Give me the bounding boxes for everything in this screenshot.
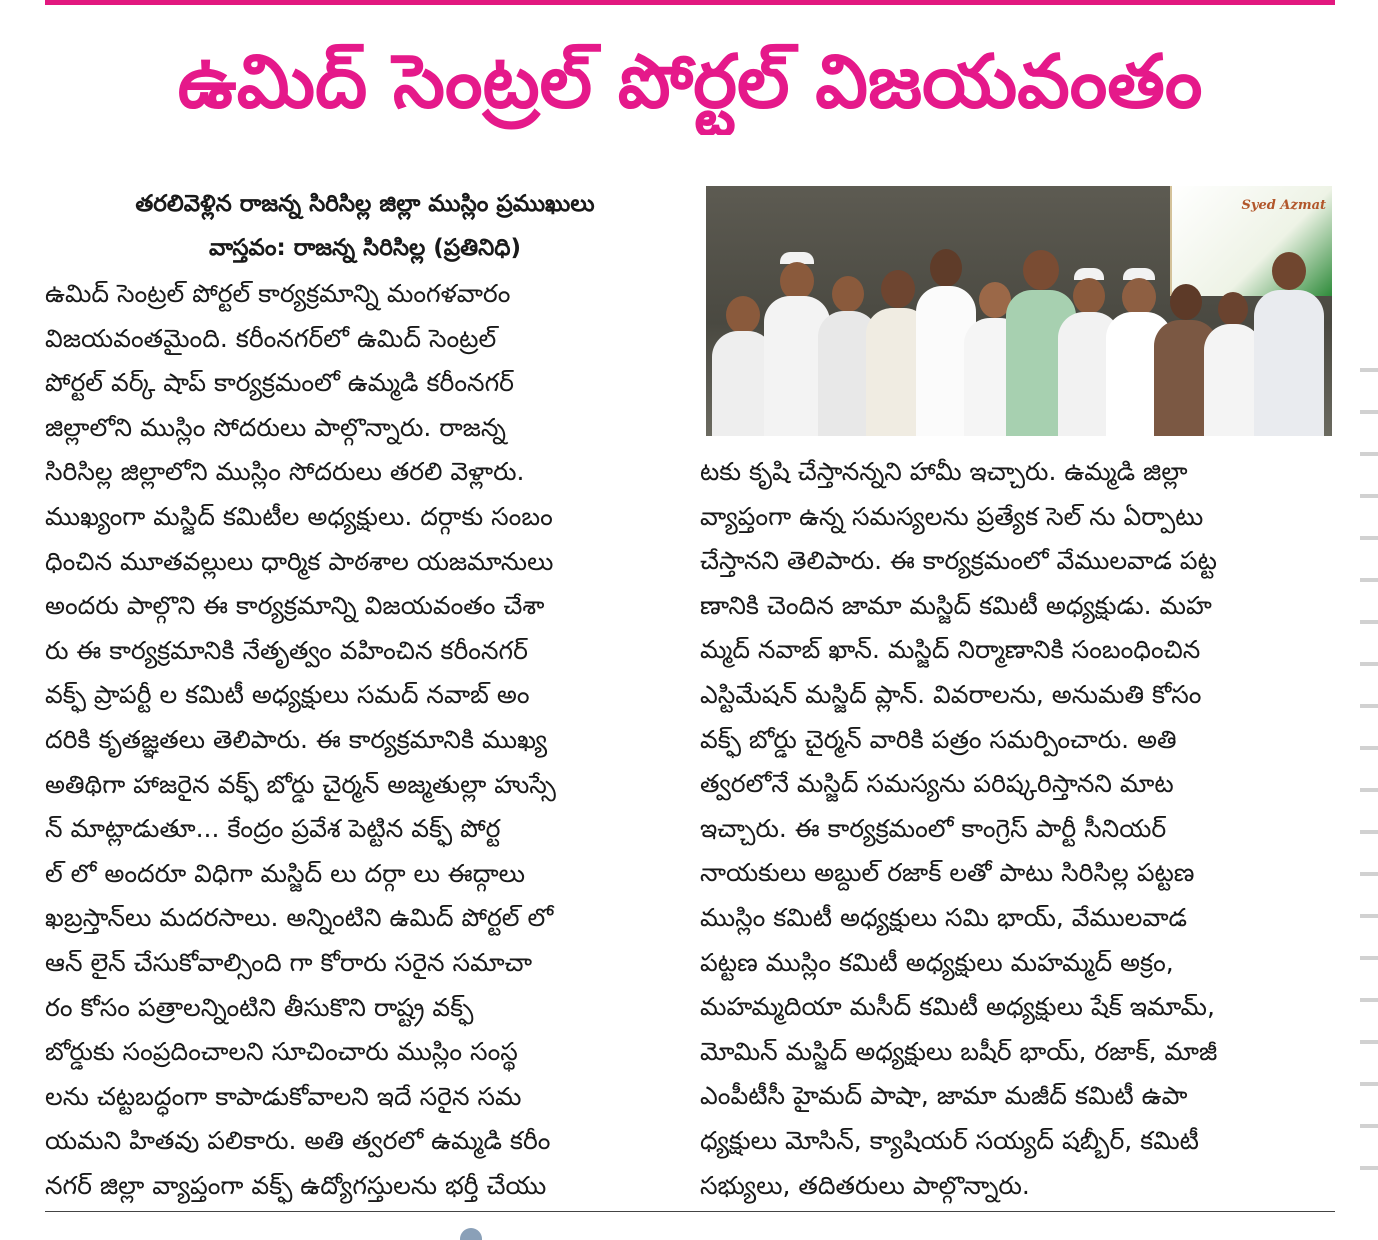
text-line: ధించిన మూతవల్లులు ధార్మిక పాఠశాల యజమానులు bbox=[45, 546, 554, 576]
text-line: మహమ్మదియా మసీద్ కమిటీ అధ్యక్షులు షేక్ ఇమామ్, bbox=[700, 992, 1215, 1022]
article-column-right bbox=[700, 450, 1340, 1208]
article-column-left bbox=[45, 272, 685, 1208]
text-line: పట్టణ ముస్లిం కమిటీ అధ్యక్షులు మహమ్మద్ అక్రం, bbox=[700, 947, 1174, 977]
text-line: న్ మాట్లాడుతూ... కేంద్రం ప్రవేశ పెట్టిన వక్ఫ్ పోర్ట bbox=[45, 814, 501, 844]
text-line: సిరిసిల్ల జిల్లాలోని ముస్లిం సోదరులు తరలి వెళ్లారు. bbox=[45, 457, 525, 487]
text-line: అందరు పాల్గొని ఈ కార్యక్రమాన్ని విజయవంతం చేశా bbox=[45, 591, 545, 621]
text-line: రు ఈ కార్యక్రమానికి నేతృత్వం వహించిన కరీంనగర్ bbox=[45, 635, 528, 665]
text-line: జిల్లాలోని ముస్లిం సోదరులు పాల్గొన్నారు. రాజన్న bbox=[45, 412, 506, 442]
text-line: ల్ లో అందరూ విధిగా మస్జిద్ లు దర్గా లు ఈద్గాలు bbox=[45, 858, 526, 888]
text-line: దరికి కృతజ్ఞతలు తెలిపారు. ఈ కార్యక్రమానికి ముఖ్య bbox=[45, 724, 548, 754]
text-line: బోర్డుకు సంప్రదించాలని సూచించారు ముస్లిం సంస్థ bbox=[45, 1037, 518, 1067]
text-line: ముస్లిం కమిటీ అధ్యక్షులు సమి భాయ్, వేములవాడ bbox=[700, 902, 1188, 932]
adjacent-column-edge bbox=[1360, 330, 1378, 1190]
text-line: నాయకులు అబ్దుల్ రజాక్ లతో పాటు సిరిసిల్ల పట్టణ bbox=[700, 858, 1195, 888]
article-dateline: వాస్తవం: రాజన్న సిరిసిల్ల (ప్రతినిధి) bbox=[208, 235, 522, 261]
text-line: పోర్టల్ వర్క్ షాప్ కార్యక్రమంలో ఉమ్మడి కరీంనగర్ bbox=[45, 368, 514, 398]
text-line: ణానికి చెందిన జామా మస్జిద్ కమిటీ అధ్యక్షుడు. మహ bbox=[700, 590, 1212, 620]
text-line: ముఖ్యంగా మస్జిద్ కమిటీల అధ్యక్షులు. దర్గాకు సంబం bbox=[45, 501, 553, 531]
text-line: అతిథిగా హాజరైన వక్ఫ్ బోర్డు చైర్మన్ అజ్మతుల్లా హుస్సే bbox=[45, 769, 556, 799]
article-subheadline: తరలివెళ్లిన రాజన్న సిరిసిల్ల జిల్లా ముస్లిం ప్రముఖులు bbox=[135, 191, 595, 217]
photo-banner-text: Syed Azmat bbox=[1241, 198, 1326, 213]
text-line: ఖబ్రస్తాన్‌లు మదరసాలు. అన్నింటిని ఉమిద్ పోర్టల్ లో bbox=[45, 903, 554, 933]
text-line: నగర్ జిల్లా వ్యాప్తంగా వక్ఫ్ ఉద్యోగస్తులను భర్తీ చేయు bbox=[45, 1170, 547, 1200]
text-line: మ్మద్ నవాబ్ ఖాన్. మస్జిద్ నిర్మాణానికి సంబంధించిన bbox=[700, 635, 1201, 665]
text-line: ధ్యక్షులు మోసిన్, క్యాషియర్ సయ్యద్ షబ్బీర్, కమిటీ bbox=[700, 1125, 1199, 1155]
text-line: వక్ఫ్ ప్రాపర్టీ ల కమిటీ అధ్యక్షులు సమద్ నవాబ్ అం bbox=[45, 680, 530, 710]
text-line: ఇచ్చారు. ఈ కార్యక్రమంలో కాంగ్రెస్ పార్టీ సీనియర్ bbox=[700, 813, 1167, 843]
text-line: రం కోసం పత్రాలన్నింటిని తీసుకొని రాష్ట్ర వక్ఫ్ bbox=[45, 992, 474, 1022]
article-headline: ఉమిద్ సెంట్రల్ పోర్టల్ విజయవంతం bbox=[177, 39, 1203, 125]
text-line: చేస్తానని తెలిపారు. ఈ కార్యక్రమంలో వేములవాడ పట్ట bbox=[700, 546, 1217, 576]
text-line: ఎంపీటీసీ హైమద్ పాషా, జామా మజీద్ కమిటీ ఉపా bbox=[700, 1081, 1188, 1111]
text-line: మోమిన్ మస్జిద్ అధ్యక్షులు బషీర్ భాయ్, రజాక్, మాజీ bbox=[700, 1036, 1218, 1066]
text-line: ఉమిద్ సెంట్రల్ పోర్టల్ కార్యక్రమాన్ని మంగళవారం bbox=[45, 279, 511, 308]
text-line: త్వరలోనే మస్జిద్ సమస్యను పరిష్కరిస్తానని మాట bbox=[700, 769, 1174, 799]
bottom-divider bbox=[45, 1211, 1335, 1212]
news-photo bbox=[706, 186, 1332, 436]
text-line: విజయవంతమైంది. కరీంనగర్‌లో ఉమిద్ సెంట్రల్ bbox=[45, 323, 497, 353]
photo-person bbox=[1254, 244, 1324, 436]
text-line: యమని హితవు పలికారు. అతి త్వరలో ఉమ్మడి కరీం bbox=[45, 1126, 551, 1156]
text-line: సభ్యులు, తదితరులు పాల్గొన్నారు. bbox=[700, 1170, 1030, 1200]
text-line: లను చట్టబద్ధంగా కాపాడుకోవాలని ఇదే సరైన సమ bbox=[45, 1081, 522, 1111]
top-color-bar bbox=[45, 0, 1335, 5]
text-line: ఆన్ లైన్ చేసుకోవాల్సింది గా కోరారు సరైన సమాచా bbox=[45, 947, 533, 977]
text-line: టకు కృషి చేస్తానన్నని హామీ ఇచ్చారు. ఉమ్మడి జిల్లా bbox=[700, 457, 1188, 486]
bottom-decoration bbox=[460, 1228, 482, 1240]
text-line: వ్యాప్తంగా ఉన్న సమస్యలను ప్రత్యేక సెల్ ను ఏర్పాటు bbox=[700, 501, 1204, 531]
text-line: వక్ఫ్ బోర్డు చైర్మన్ వారికి పత్రం సమర్పించారు. అతి bbox=[700, 724, 1177, 754]
text-line: ఎస్టిమేషన్ మస్జిద్ ప్లాన్. వివరాలను, అనుమతి కోసం bbox=[700, 679, 1202, 709]
